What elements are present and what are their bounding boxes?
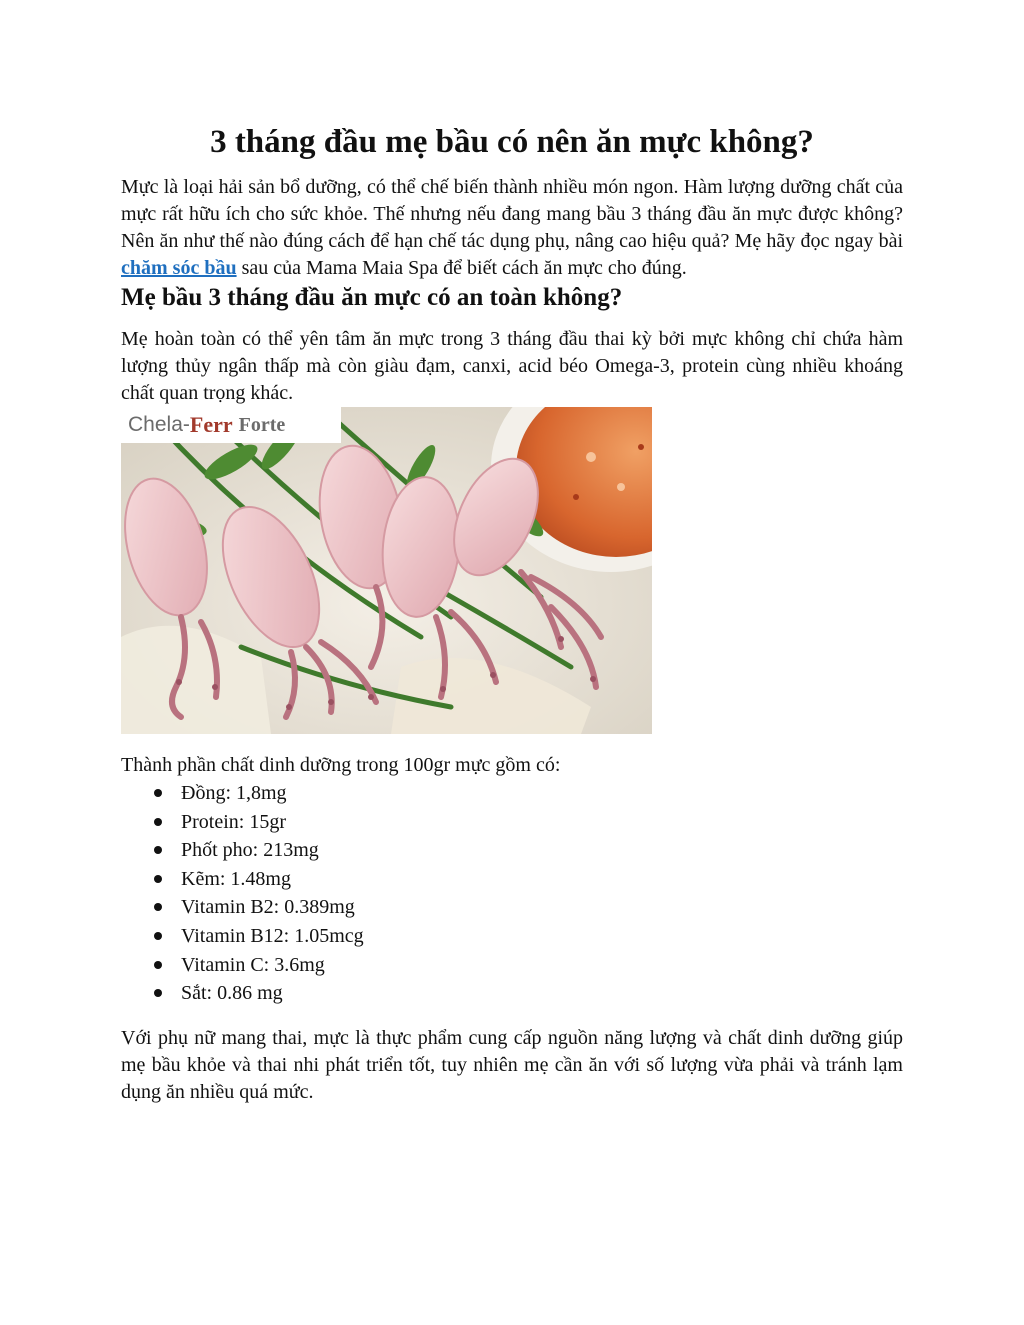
logo-text-forte: Forte xyxy=(238,413,286,436)
list-item: Sắt: 0.86 mg xyxy=(121,979,903,1008)
bullet-icon xyxy=(154,961,162,969)
section-paragraph: Mẹ hoàn toàn có thể yên tâm ăn mực trong 3 tháng đầu thai kỳ bởi mực không chỉ chứa hàm lượng thủy ngân thấp mà còn giàu đạm, canxi, acid béo Omega-3, protein cùng nhiều khoáng chất quan trọng khác. xyxy=(121,328,903,404)
list-item: Phốt pho: 213mg xyxy=(121,836,903,865)
document-page xyxy=(121,122,903,1106)
bullet-icon xyxy=(154,932,162,940)
squid-dish-illustration xyxy=(121,407,652,734)
list-item: Vitamin B12: 1.05mcg xyxy=(121,922,903,951)
bullet-icon xyxy=(154,875,162,883)
list-item: Protein: 15gr xyxy=(121,808,903,837)
list-item: Đồng: 1,8mg xyxy=(121,779,903,808)
list-item: Kẽm: 1.48mg xyxy=(121,865,903,894)
bullet-icon xyxy=(154,989,162,997)
nutrient-list-intro: Thành phần chất dinh dưỡng trong 100gr mực gồm có: xyxy=(121,754,561,776)
page-title: 3 tháng đầu mẹ bầu có nên ăn mực không? xyxy=(210,124,814,160)
intro-text-before-link: Mực là loại hải sản bổ dưỡng, có thể chế biến thành nhiều món ngon. Hàm lượng dưỡng chất của mực rất hữu ích cho sức khỏe. Thế nhưng nếu đang mang bầu 3 tháng đầu ăn mực được không? Nên ăn như thế nào đúng cách để hạn chế tác dụng phụ, nâng cao hiệu quả? Mẹ hãy đọc ngay bài xyxy=(121,176,903,252)
list-item: Vitamin B2: 0.389mg xyxy=(121,893,903,922)
intro-text-after-link: sau của Mama Maia Spa để biết cách ăn mực cho đúng. xyxy=(236,257,687,279)
bullet-icon xyxy=(154,903,162,911)
logo-text-chela: Chela- xyxy=(128,413,190,436)
intro-paragraph xyxy=(121,174,903,282)
bullet-icon xyxy=(154,846,162,854)
bullet-icon xyxy=(154,818,162,826)
chela-ferr-forte-logo xyxy=(121,407,341,443)
squid-dish-photo xyxy=(121,407,652,734)
section-heading: Mẹ bầu 3 tháng đầu ăn mực có an toàn không? xyxy=(121,284,623,311)
cham-soc-bau-link[interactable]: chăm sóc bầu xyxy=(121,257,237,279)
bullet-icon xyxy=(154,789,162,797)
logo-text-ferr: Ferr xyxy=(189,412,233,437)
list-item: Vitamin C: 3.6mg xyxy=(121,951,903,980)
nutrient-list xyxy=(121,779,903,1008)
closing-paragraph: Với phụ nữ mang thai, mực là thực phẩm cung cấp nguồn năng lượng và chất dinh dưỡng giúp mẹ bầu khỏe và thai nhi phát triển tốt, tuy nhiên mẹ cần ăn với số lượng vừa phải và tránh lạm dụng ăn nhiều quá mức. xyxy=(121,1026,903,1103)
